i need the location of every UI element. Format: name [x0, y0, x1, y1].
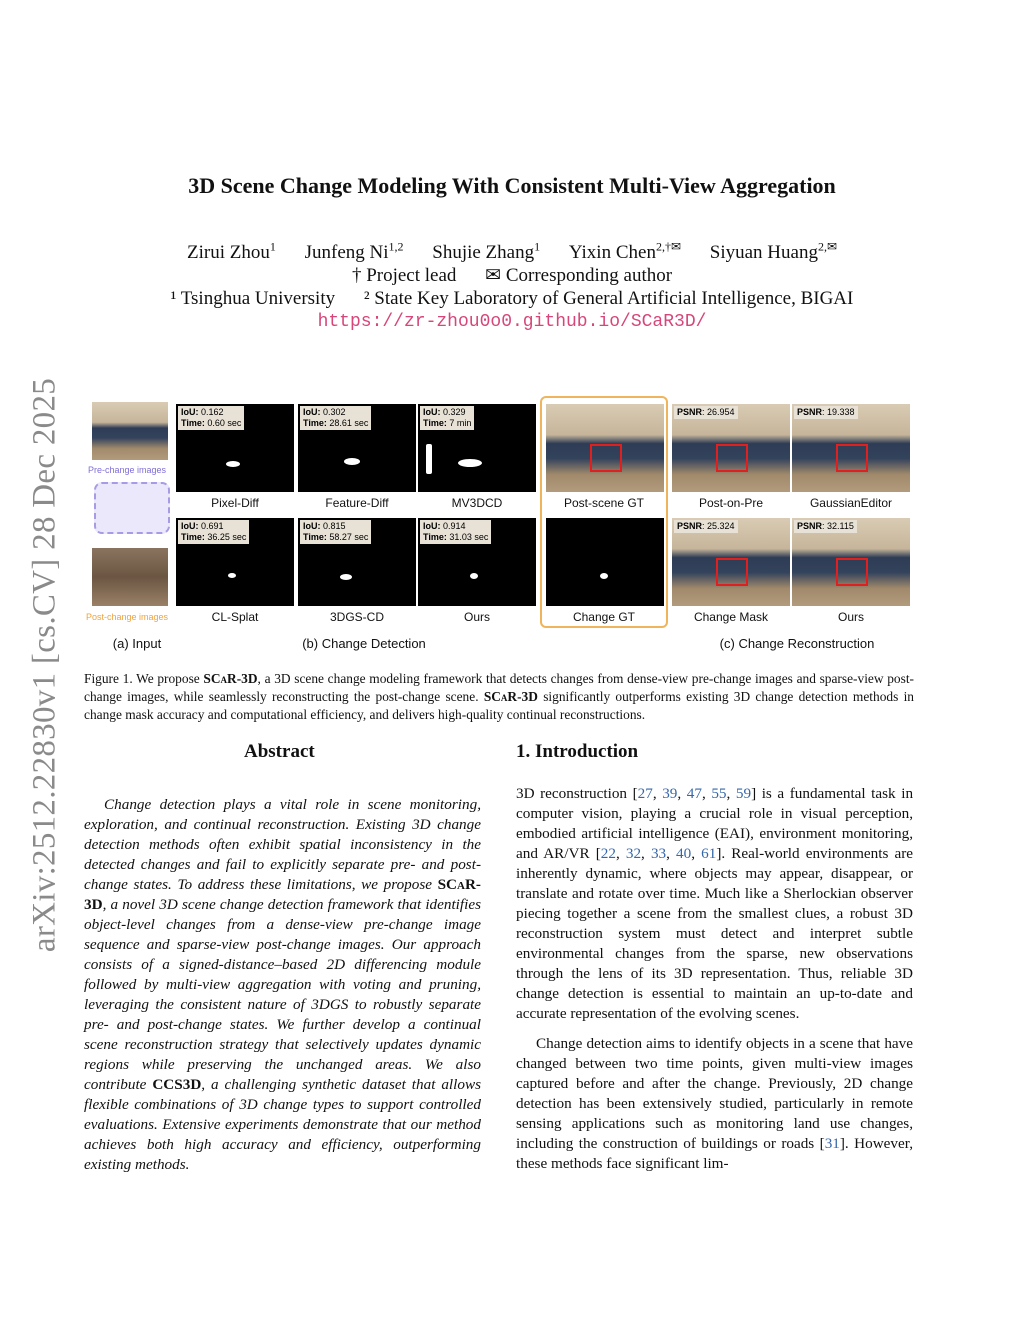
detection-cl-splat	[176, 518, 294, 606]
recon-change-mask	[672, 518, 790, 606]
gt-label: Change GT	[572, 610, 636, 624]
metric-tag: PSNR: 32.115	[794, 520, 857, 533]
citation[interactable]: 59	[735, 785, 752, 802]
detection-feature-diff	[298, 404, 416, 492]
section-label-detection: (b) Change Detection	[302, 636, 426, 651]
recon-ours	[792, 518, 910, 606]
paper-title: 3D Scene Change Modeling With Consistent Multi-View Aggregation	[188, 173, 836, 198]
figure-caption: Figure 1. We propose SCaR-3D, a 3D scene change modeling framework that detects changes from dense-view pre-change images and sparse-view post-change images, while seamlessly reconstructing the post-change scene. SCaR-3D significantly outperforms existing 3D change detection methods in change mask accuracy and computational efficiency, and delivers high-quality continual reconstructions.	[84, 671, 915, 722]
arxiv-identifier: arXiv:2512.22830v1 [cs.CV] 28 Dec 2025	[26, 377, 63, 953]
post-change-label: Post-change images	[86, 612, 169, 622]
recon-label: Post-on-Pre	[698, 496, 764, 510]
recon-label: Ours	[837, 610, 864, 624]
section-label-reconstruction: (c) Change Reconstruction	[719, 636, 875, 651]
metric-tag: PSNR: 25.324	[674, 520, 738, 533]
metric-tag: IoU: 0.302 Time: 28.61 sec	[300, 406, 371, 430]
citation[interactable]: 27	[637, 785, 653, 802]
detection-label: MV3DCD	[451, 496, 503, 510]
metric-tag: IoU: 0.329 Time: 7 min	[420, 406, 474, 430]
recon-label: Change Mask	[693, 610, 769, 624]
author-list	[0, 240, 1024, 264]
detection-label: Pixel-Diff	[211, 496, 259, 510]
camera-cluster-icon	[94, 482, 170, 534]
intro-body	[516, 784, 913, 1184]
recon-gaussian-editor	[792, 404, 910, 492]
citation[interactable]: 40	[676, 845, 692, 862]
gt-label: Post-scene GT	[563, 496, 645, 510]
metric-tag: IoU: 0.691 Time: 36.25 sec	[178, 520, 249, 544]
metric-tag: IoU: 0.914 Time: 31.03 sec	[420, 520, 491, 544]
pre-change-label: Pre-change images	[88, 465, 167, 475]
author: Zirui Zhou$^1$	[186, 240, 276, 264]
affiliations	[0, 288, 1024, 310]
detection-mv3dcd	[418, 404, 536, 492]
citation[interactable]: 31	[824, 1135, 840, 1152]
detection-label: Feature-Diff	[325, 496, 389, 510]
detection-3dgs-cd	[298, 518, 416, 606]
intro-paragraph-1: 3D reconstruction [27, 39, 47, 55, 59] is a fundamental task in computer vision, playing a crucial role in visual perception, embodied artificial intelligence (EAI), environment monitoring, and AR/VR [22, 32, 33, 40, 61]. Real-world environments are inherently dynamic, where objects may appear, disappear, or translate and rotate over time. Much like a Sherlockian observer piecing together a scene from the smallest clues, a robust 3D reconstruction system must detect and interpret subtle environmental changes from the sparse, new observations through the lens of its 3D representation. Thus, reliable 3D change detection is essential to maintain an up-to-date and accurate representation of the evolving scenes.	[516, 785, 914, 1022]
detection-label: CL-Splat	[211, 610, 259, 624]
recon-label: GaussianEditor	[809, 496, 893, 510]
citation[interactable]: 33	[650, 845, 667, 862]
arxiv-sidebar	[22, 365, 68, 965]
intro-paragraph-2: Change detection aims to identify objects in a scene that have changed between two time points, given multi-view images captured before and after the change. Previously, 2D change detection has been extensively studied, particularly in remote sensing applications such as monitoring land use changes, including the construction of buildings or roads [31]. However, these methods face significant lim-	[516, 1035, 913, 1172]
citation[interactable]: 61	[701, 845, 717, 862]
affiliation: ² State Key Laboratory of General Artificial Intelligence, BIGAI	[363, 288, 854, 309]
affiliation: ¹ Tsinghua University	[170, 288, 336, 309]
post-scene-gt-image	[546, 404, 664, 492]
role-project-lead: † Project lead	[351, 265, 457, 286]
citation[interactable]: 32	[625, 845, 642, 862]
detection-label: 3DGS-CD	[329, 610, 384, 624]
citation[interactable]: 39	[662, 785, 678, 802]
author: Yixin Chen$^{2,\dagger✉}$	[568, 240, 682, 264]
recon-post-on-pre	[672, 404, 790, 492]
project-url[interactable]: https://zr-zhou0o0.github.io/SCaR3D/	[317, 312, 707, 332]
author: Shujie Zhang$^1$	[432, 240, 541, 264]
abstract-body: Change detection plays a vital role in scene monitoring, exploration, and continual reconstruction. Existing 3D change detection methods often exhibit spatial inconsistency in the detected changes and fail to explicitly separate pre- and post-change states. To address these limitations, we propose SCaR-3D, a novel 3D scene change detection framework that identifies object-level changes from a dense-view pre-change image sequence and sparse-view post-change images. Our approach consists of a signed-distance–based 2D differencing module followed by multi-view aggregation with voting and pruning, leveraging the consistent nature of 3DGS to robustly separate pre- and post-change states. We further develop a continual scene reconstruction strategy that selectively updates dynamic regions while preserving the unchanged areas. We also contribute CCS3D, a challenging synthetic dataset that allows flexible combinations of 3D change types to support controlled evaluations. Extensive experiments demonstrate that our method achieves both high accuracy and efficiency, outperforming existing methods.	[84, 796, 481, 1173]
author: Junfeng Ni$^{1,2}$	[304, 240, 404, 264]
figure-1	[86, 392, 916, 654]
post-change-image	[92, 548, 168, 606]
change-gt-image	[546, 518, 664, 606]
pre-change-image	[92, 402, 168, 460]
method-name: SCaR-3D	[84, 876, 481, 913]
method-name: SCaR-3D	[483, 689, 538, 704]
metric-tag: IoU: 0.815 Time: 58.27 sec	[300, 520, 371, 544]
intro-heading: 1. Introduction	[516, 741, 639, 762]
author-roles	[0, 264, 1024, 287]
detection-pixel-diff	[176, 404, 294, 492]
citation[interactable]: 55	[711, 785, 727, 802]
section-label-input: (a) Input	[112, 636, 162, 651]
detection-label: Ours	[463, 610, 490, 624]
dataset-name: CCS3D	[152, 1076, 202, 1093]
metric-tag: PSNR: 26.954	[674, 406, 738, 419]
abstract-heading: Abstract	[244, 741, 315, 762]
author: Siyuan Huang$^{2,✉}$	[709, 240, 838, 264]
detection-ours	[418, 518, 536, 606]
metric-tag: PSNR: 19.338	[794, 406, 858, 419]
citation[interactable]: 22	[600, 845, 616, 862]
role-corresponding: ✉ Corresponding author	[485, 265, 673, 286]
method-name: SCaR-3D	[203, 671, 258, 686]
citation[interactable]: 47	[686, 785, 702, 802]
metric-tag: IoU: 0.162 Time: 0.60 sec	[178, 406, 244, 430]
